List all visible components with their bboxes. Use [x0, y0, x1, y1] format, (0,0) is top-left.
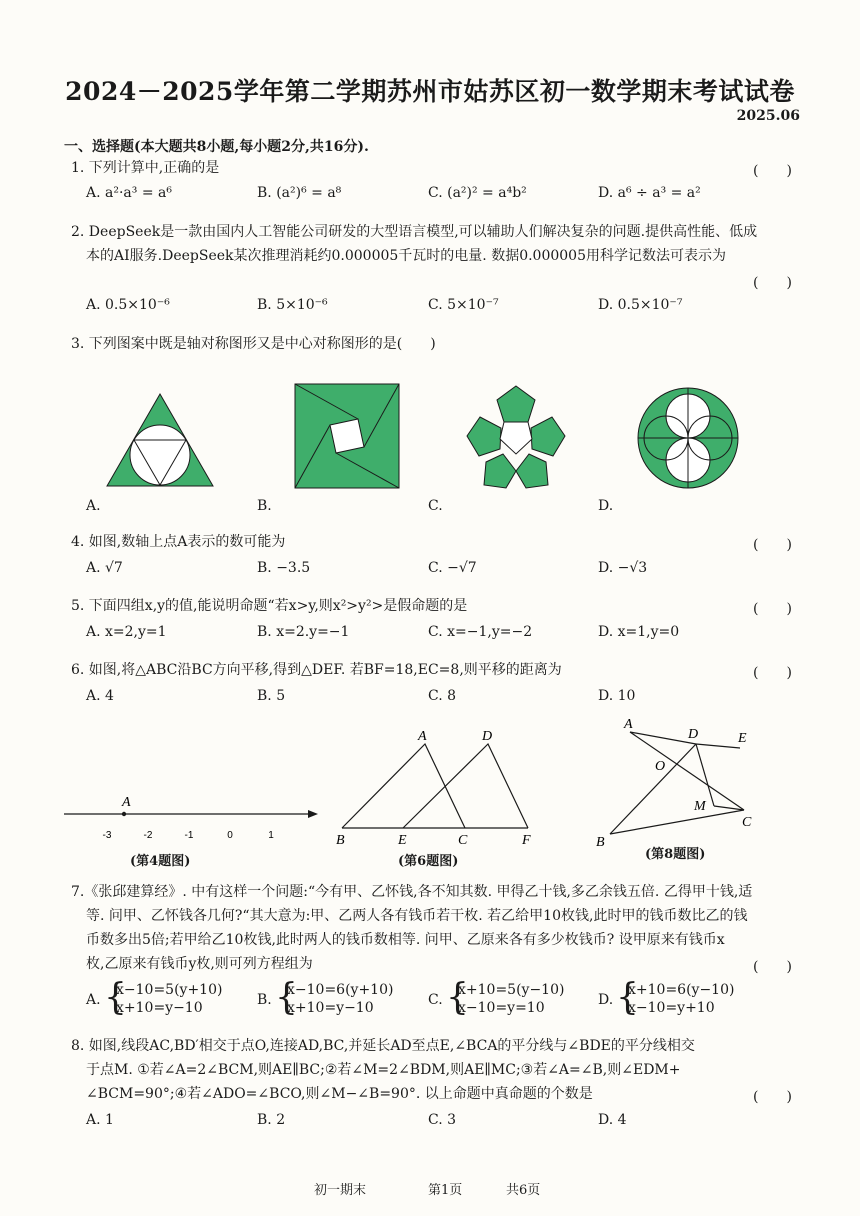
figure-4-number-line [62, 790, 322, 850]
brace-icon: { [616, 977, 639, 1018]
question-7-line1: 7.《张邱建算经》. 中有这样一个问题:“今有甲、乙怀钱,各不知其数. 甲得乙十钱,多乙余钱五倍. 乙得甲十钱,适 [71, 884, 753, 900]
q7-option-a-eq2: x+10=y−10 [116, 1000, 203, 1016]
fig6-label-e: E [398, 833, 407, 848]
question-7-line2: 等. 问甲、乙怀钱各几何?“其大意为:甲、乙两人各有钱币若干枚. 若乙给甲10枚钱,此时甲的钱币数比乙的钱 [86, 908, 748, 924]
q3-label-b: B. [257, 498, 272, 514]
fig8-label-d: D [688, 727, 699, 742]
fig4-tick-label: -1 [184, 830, 194, 841]
fig4-tick-label: 1 [268, 830, 274, 841]
answer-blank-4: ( ) [753, 537, 792, 553]
q3-figure-b [294, 383, 400, 489]
fig6-label-f: F [522, 833, 531, 848]
question-2-stem-line1: 2. DeepSeek是一款由国内人工智能公司研发的大型语言模型,可以辅助人们解决复杂的问题.提供高性能、低成 [71, 224, 758, 240]
brace-icon: { [275, 977, 298, 1018]
q7-option-d-label: D. [598, 992, 614, 1008]
brace-icon: { [104, 977, 127, 1018]
q3-figure-c [464, 384, 568, 490]
q2-option-d: D. 0.5×10⁻⁷ [598, 297, 683, 313]
figure-8-caption: (第8题图) [645, 847, 706, 862]
q5-option-d: D. x=1,y=0 [598, 624, 680, 640]
q6-option-d: D. 10 [598, 688, 636, 704]
q7-option-b-eq2: x+10=y−10 [287, 1000, 374, 1016]
answer-blank-2: ( ) [753, 275, 792, 291]
fig8-label-e: E [738, 731, 747, 746]
q6-option-c: C. 8 [428, 688, 457, 704]
fig8-label-c: C [742, 815, 752, 830]
q5-option-c: C. x=−1,y=−2 [428, 624, 533, 640]
section-heading: 一、选择题(本大题共8小题,每小题2分,共16分). [64, 139, 369, 155]
q7-option-d-eq2: x−10=y+10 [628, 1000, 715, 1016]
figure-8-geometry [592, 714, 762, 850]
question-8-line2: 于点M. ①若∠A=2∠BCM,则AE∥BC;②若∠M=2∠BDM,则AE∥MC;③若∠A=∠B,则∠EDM+ [86, 1062, 681, 1078]
answer-blank-5: ( ) [753, 601, 792, 617]
q7-option-c-eq1: x+10=5(y−10) [458, 982, 565, 998]
answer-blank-8: ( ) [753, 1089, 792, 1105]
q6-option-a: A. 4 [86, 688, 114, 704]
footer-course: 初一期末 [314, 1183, 367, 1198]
figure-4-caption: (第4题图) [130, 854, 191, 869]
fig6-label-a: A [418, 729, 427, 744]
answer-blank-6: ( ) [753, 665, 792, 681]
q8-option-b: B. 2 [257, 1112, 286, 1128]
footer-page-number: 第1页 [428, 1183, 463, 1198]
q2-option-c: C. 5×10⁻⁷ [428, 297, 499, 313]
q8-option-c: C. 3 [428, 1112, 457, 1128]
q2-option-a: A. 0.5×10⁻⁶ [86, 297, 170, 313]
q5-option-a: A. x=2,y=1 [86, 624, 167, 640]
q3-label-d: D. [598, 498, 614, 514]
figure-6-caption: (第6题图) [398, 854, 459, 869]
question-3-stem: 3. 下列图案中既是轴对称图形又是中心对称图形的是( ) [71, 336, 436, 352]
q7-option-a-label: A. [86, 992, 101, 1008]
q3-figure-d [636, 386, 740, 490]
fig4-tick-label: 0 [227, 830, 233, 841]
q7-option-d-eq1: x+10=6(y−10) [628, 982, 735, 998]
q4-option-a: A. √7 [86, 560, 123, 576]
q8-option-d: D. 4 [598, 1112, 627, 1128]
q1-option-b: B. (a²)⁶ = a⁸ [257, 185, 342, 201]
q5-option-b: B. x=2.y=−1 [257, 624, 350, 640]
q6-option-b: B. 5 [257, 688, 286, 704]
fig6-label-d: D [482, 729, 493, 744]
q7-option-b-label: B. [257, 992, 272, 1008]
footer-total-pages: 共6页 [506, 1183, 541, 1198]
question-7-line4: 枚,乙原来有钱币y枚,则可列方程组为 [86, 956, 313, 972]
fig8-label-m: M [694, 799, 706, 814]
exam-date: 2025.06 [736, 108, 800, 124]
q3-figure-a [105, 392, 215, 488]
q7-option-c-eq2: x−10=y=10 [458, 1000, 545, 1016]
q7-option-c-label: C. [428, 992, 443, 1008]
question-2-stem-line2: 本的AI服务.DeepSeek某次推理消耗约0.000005千瓦时的电量. 数据0.000005用科学记数法可表示为 [86, 248, 726, 264]
fig8-label-o: O [655, 759, 666, 774]
fig4-point-a-label: A [122, 795, 131, 810]
fig6-label-c: C [458, 833, 468, 848]
q1-option-c: C. (a²)² = a⁴b² [428, 185, 527, 201]
q8-option-a: A. 1 [86, 1112, 114, 1128]
question-6-stem: 6. 如图,将△ABC沿BC方向平移,得到△DEF. 若BF=18,EC=8,则平移的距离为 [71, 662, 562, 678]
question-8-line3: ∠BCM=90°;④若∠ADO=∠BCO,则∠M−∠B=90°. 以上命题中真命题的个数是 [86, 1086, 593, 1102]
fig8-label-b: B [596, 835, 605, 850]
question-4-stem: 4. 如图,数轴上点A表示的数可能为 [71, 534, 286, 550]
q1-option-d: D. a⁶ ÷ a³ = a² [598, 185, 701, 201]
question-1-stem: 1. 下列计算中,正确的是 [71, 160, 220, 176]
q3-label-a: A. [86, 498, 101, 514]
answer-blank-7: ( ) [753, 959, 792, 975]
fig4-tick-label: -2 [143, 830, 153, 841]
figure-6-triangles [330, 724, 545, 850]
fig6-label-b: B [336, 833, 345, 848]
q7-option-a-eq1: x−10=5(y+10) [116, 982, 223, 998]
fig4-tick-label: -3 [102, 830, 112, 841]
q7-option-b-eq1: x−10=6(y+10) [287, 982, 394, 998]
q4-option-c: C. −√7 [428, 560, 477, 576]
q4-option-b: B. −3.5 [257, 560, 311, 576]
answer-blank-1: ( ) [753, 163, 792, 179]
page-title: 2024－2025学年第二学期苏州市姑苏区初一数学期末考试试卷 [65, 77, 795, 106]
question-5-stem: 5. 下面四组x,y的值,能说明命题“若x>y,则x²>y²>是假命题的是 [71, 598, 468, 614]
q3-label-c: C. [428, 498, 443, 514]
q4-option-d: D. −√3 [598, 560, 648, 576]
brace-icon: { [446, 977, 469, 1018]
question-8-line1: 8. 如图,线段AC,BD′相交于点O,连接AD,BC,并延长AD至点E,∠BCA的平分线与∠BDE的平分线相交 [71, 1038, 695, 1054]
q1-option-a: A. a²·a³ = a⁶ [86, 185, 172, 201]
fig8-label-a: A [624, 717, 633, 732]
q2-option-b: B. 5×10⁻⁶ [257, 297, 328, 313]
question-7-line3: 币数多出5倍;若甲给乙10枚钱,此时两人的钱币数相等. 问甲、乙原来各有多少枚钱币? 设甲原来有钱币x [86, 932, 725, 948]
